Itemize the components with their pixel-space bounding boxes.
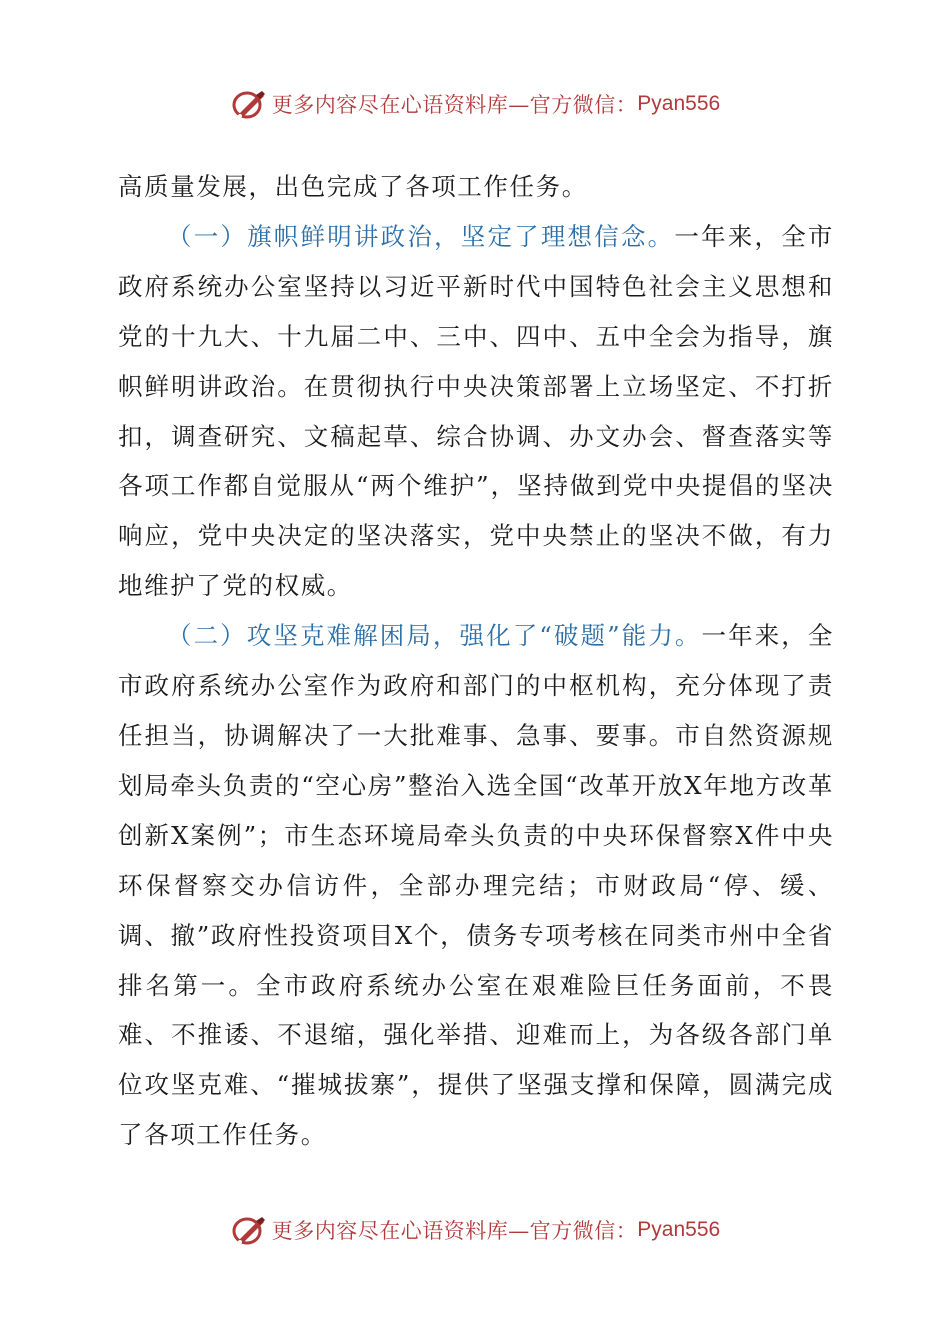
section-heading-2: （二）攻坚克难解困局，强化了“破题”能力。 [167, 621, 702, 651]
watermark-wechat-id: Pyan556 [637, 92, 721, 115]
watermark-text: 更多内容尽在心语资料库—官方微信： [271, 93, 638, 117]
watermark-text: 更多内容尽在心语资料库—官方微信： [271, 1219, 638, 1243]
paragraph-text: 一年来，全市政府系统办公室坚持以习近平新时代中国特色社会主义思想和党的十九大、十九届二中、三中、四中、五中全会为指导，旗帜鲜明讲政治。在贯彻执行中央决策部署上立场坚定、不打折扣，调查研究、文稿起草、综合协调、办文办会、督查落实等各项工作都自觉服从“两个维护”，坚持做到党中央提倡的坚决响应，党中央决定的坚决落实，党中央禁止的坚决不做，有力地维护了党的权威。 [118, 221, 834, 601]
paragraph-text: 一年来，全市政府系统办公室作为政府和部门的中枢机构，充分体现了责任担当，协调解决了一大批难事、急事、要事。市自然资源规划局牵头负责的“空心房”整治入选全国“改革开放X年地方改革创新X案例”；市生态环境局牵头负责的中央环保督察X件中央环保督察交办信访件，全部办理完结；市财政局“停、缓、调、撤”政府性投资项目X个，债务专项考核在同类市州中全省排名第一。全市政府系统办公室在艰难险巨任务面前，不畏难、不推诿、不退缩，强化举措、迎难而上，为各级各部门单位攻坚克难、“摧城拔寨”，提供了坚强支撑和保障，圆满完成了各项工作任务。 [118, 621, 835, 1150]
pen-logo-icon [230, 1213, 268, 1247]
paragraph-text: 高质量发展，出色完成了各项工作任务。 [118, 172, 588, 201]
section-heading-1: （一）旗帜鲜明讲政治，坚定了理想信念。 [167, 221, 675, 251]
watermark-wechat-id: Pyan556 [637, 1218, 721, 1241]
footer-watermark-banner [0, 1210, 950, 1250]
pen-logo-icon [230, 87, 268, 121]
document-body [118, 162, 834, 1160]
header-watermark-banner [0, 84, 950, 124]
paragraph-section-1 [118, 212, 834, 611]
paragraph-section-2 [118, 611, 834, 1160]
paragraph-continuation [118, 162, 834, 212]
